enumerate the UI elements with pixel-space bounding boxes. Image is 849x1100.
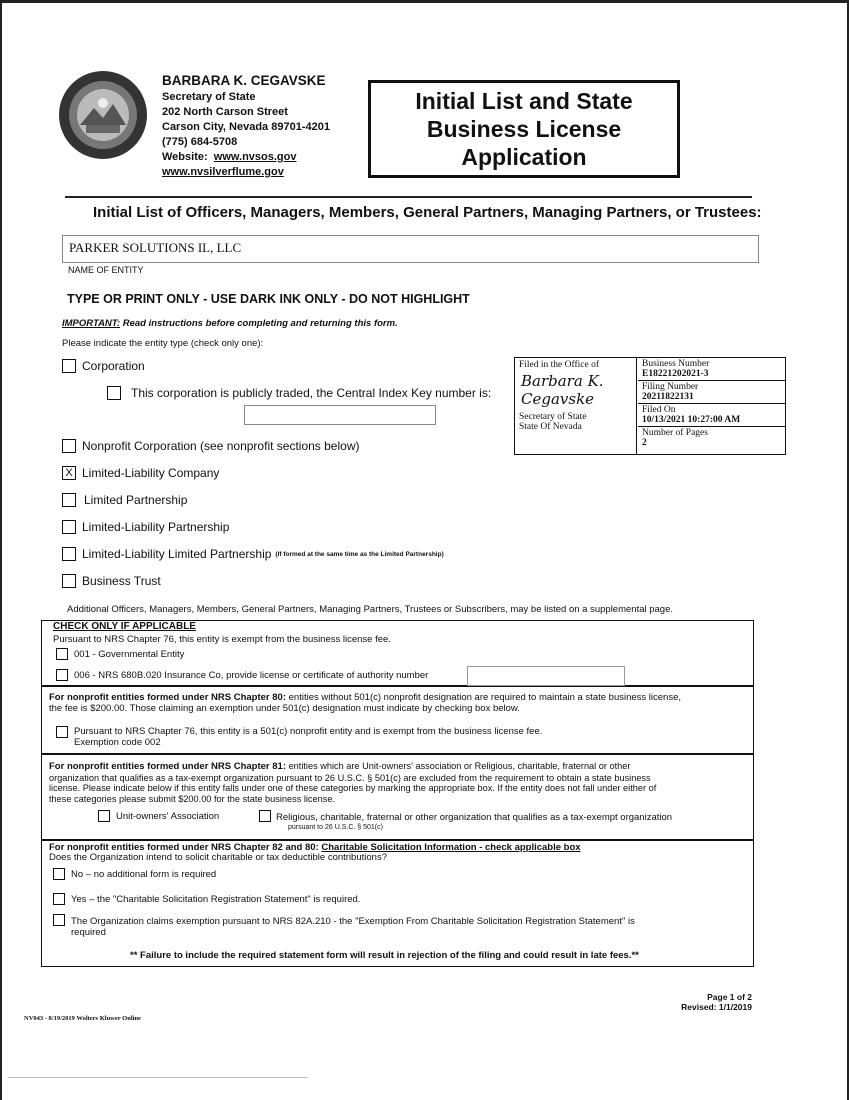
filing-stamp-right <box>638 358 785 454</box>
corporation-checkbox[interactable] <box>62 359 76 373</box>
insurance-license-input[interactable] <box>467 666 625 686</box>
lp-label: Limited Partnership <box>84 493 188 507</box>
check-if-applicable-title: CHECK ONLY IF APPLICABLE <box>53 621 196 632</box>
page-number: Page 1 of 2 <box>707 992 752 1002</box>
nrs81-heading: For nonprofit entities formed under NRS Chapter 81: <box>49 761 286 772</box>
filed-on-cell <box>638 404 785 427</box>
nrs80-exempt-line-1: Pursuant to NRS Chapter 76, this entity is a 501(c) nonprofit entity and is exempt from the business license fee. <box>74 726 543 737</box>
secretary-title: Secretary of State <box>162 91 256 103</box>
bottom-line <box>8 1077 308 1078</box>
filing-stamp-left <box>515 358 637 454</box>
entity-name-label: NAME OF ENTITY <box>68 265 144 275</box>
page-border-left <box>0 0 2 1100</box>
option-unit-owners[interactable] <box>98 810 219 822</box>
secretary-name: BARBARA K. CEGAVSKE <box>162 73 326 88</box>
yes-solicit-label: Yes – the "Charitable Solicitation Registration Statement" is required. <box>71 893 361 905</box>
option-llc[interactable] <box>62 466 219 480</box>
religious-checkbox[interactable] <box>259 810 271 822</box>
option-006-insurance[interactable] <box>56 669 428 681</box>
unit-owners-label: Unit-owners' Association <box>116 810 220 822</box>
exemption-claim-line-1: The Organization claims exemption pursuant to NRS 82A.210 - the "Exemption From Charitable Solicitation Registration Statement" is <box>71 916 635 927</box>
cik-number-input[interactable] <box>244 405 436 425</box>
filed-on-label: Filed On <box>642 405 676 415</box>
stamp-state: State Of Nevada <box>519 422 582 432</box>
filing-number-cell <box>638 381 785 404</box>
pages-cell <box>638 427 785 453</box>
insurance-label: 006 - NRS 680B.020 Insurance Co, provide license or certificate of authority number <box>74 669 429 681</box>
pages-value: 2 <box>642 438 647 448</box>
exemption-claim-line-2: required <box>71 926 106 938</box>
nrs81-text-1: entities which are Unit-owners' association or Religious, charitable, fraternal or other <box>288 761 631 771</box>
filed-on-value: 10/13/2021 10:27:00 AM <box>642 415 741 425</box>
nrs80-exempt-checkbox[interactable] <box>56 726 68 738</box>
additional-officers-note: Additional Officers, Managers, Members, General Partners, Managing Partners, Trustees or Subscribers, may be listed on a supplemental page. <box>67 604 674 615</box>
nonprofit-checkbox[interactable] <box>62 439 76 453</box>
business-number-label: Business Number <box>642 359 710 369</box>
option-llp[interactable] <box>62 520 229 534</box>
llp-checkbox[interactable] <box>62 520 76 534</box>
option-yes-solicit[interactable] <box>53 893 360 905</box>
insurance-checkbox[interactable] <box>56 669 68 681</box>
revised-date: Revised: 1/1/2019 <box>681 1002 752 1012</box>
nrs82-heading: For nonprofit entities formed under NRS Chapter 82 and 80: <box>49 842 319 853</box>
option-corporation[interactable] <box>62 359 145 373</box>
nrs82-question: Does the Organization intend to solicit charitable or tax deductible contributions? <box>49 852 387 863</box>
address-line-1: 202 North Carson Street <box>162 106 288 118</box>
website-label: Website: <box>162 151 208 163</box>
option-no-solicit[interactable] <box>53 868 216 880</box>
llp-label: Limited-Liability Partnership <box>82 520 230 534</box>
entity-name-field[interactable]: PARKER SOLUTIONS IL, LLC <box>62 235 759 263</box>
website-link-silverflume[interactable]: www.nvsilverflume.gov <box>162 166 284 178</box>
page-border-top <box>0 0 849 3</box>
governmental-checkbox[interactable] <box>56 648 68 660</box>
nrs81-text-4: these categories please submit $200.00 for the state business license. <box>49 793 336 804</box>
business-number-cell <box>638 358 785 381</box>
filing-number-value: 20211822131 <box>642 392 694 402</box>
business-trust-label: Business Trust <box>82 574 161 588</box>
nrs80-text-1: entities without 501(c) nonprofit designation are required to maintain a state business license, <box>288 692 682 703</box>
failure-warning: ** Failure to include the required statement form will result in rejection of the filing and could result in late fees.** <box>130 950 639 961</box>
corporation-label: Corporation <box>82 359 145 373</box>
business-trust-checkbox[interactable] <box>62 574 76 588</box>
nrs80-exempt-line-2: Exemption code 002 <box>74 736 161 748</box>
no-solicit-label: No – no additional form is required <box>71 868 217 880</box>
nrs81-text-3: license. Please indicate below if this entity falls under one of these categories by marking the appropriate box. If the entity does not fall under either of <box>49 783 657 793</box>
option-nonprofit[interactable] <box>62 439 359 453</box>
lllp-checkbox[interactable] <box>62 547 76 561</box>
main-heading: Initial List of Officers, Managers, Members, General Partners, Managing Partners, or Trustees: <box>93 204 762 221</box>
religious-label: Religious, charitable, fraternal or other organization that qualifies as a tax-exempt organization <box>276 812 673 823</box>
header-divider <box>65 196 752 198</box>
website-link-nvsos[interactable]: www.nvsos.gov <box>213 151 297 163</box>
important-note <box>62 318 398 329</box>
nrs81-text <box>49 761 751 804</box>
page-footer-right <box>660 992 752 1012</box>
pages-label: Number of Pages <box>642 428 708 438</box>
form-title-line-1: Initial List and State <box>415 88 633 114</box>
exemption-claim-checkbox[interactable] <box>53 914 65 926</box>
phone: (775) 684-5708 <box>162 136 238 148</box>
form-title-line-2: Business License <box>426 116 622 142</box>
nrs80-text <box>49 693 749 714</box>
check-intro: Pursuant to NRS Chapter 76, this entity is exempt from the business license fee. <box>53 634 391 645</box>
nrs80-text-2: the fee is $200.00. Those claiming an exemption under 501(c) designation must indicate by checking box below. <box>49 702 520 714</box>
lllp-label: Limited-Liability Limited Partnership <box>82 547 272 561</box>
important-text: Read instructions before completing and returning this form. <box>122 318 398 329</box>
option-001-governmental[interactable] <box>56 648 184 660</box>
nevada-seal-icon <box>58 70 148 160</box>
option-publicly-traded[interactable] <box>107 386 491 400</box>
lllp-note: (If formed at the same time as the Limited Partnership) <box>275 550 444 558</box>
religious-sub-label: pursuant to 26 U.S.C. § 501(c) <box>288 823 383 831</box>
unit-owners-checkbox[interactable] <box>98 810 110 822</box>
option-lp[interactable] <box>62 493 187 507</box>
governmental-label: 001 - Governmental Entity <box>74 648 185 660</box>
address-line-2: Carson City, Nevada 89701-4201 <box>162 121 330 133</box>
entity-type-instruction: Please indicate the entity type (check only one): <box>62 338 264 349</box>
secretary-header <box>162 73 330 180</box>
form-code-footer: NV043 - 8/19/2019 Wolters Kluwer Online <box>24 1015 141 1022</box>
nrs80-heading: For nonprofit entities formed under NRS Chapter 80: <box>49 692 286 703</box>
important-label: IMPORTANT: <box>62 318 121 329</box>
option-lllp[interactable] <box>62 547 444 561</box>
secretary-signature: Barbara K. Cegavske <box>521 372 604 408</box>
type-print-heading: TYPE OR PRINT ONLY - USE DARK INK ONLY - DO NOT HIGHLIGHT <box>67 292 470 306</box>
filed-in-office: Filed in the Office of <box>519 360 600 370</box>
stamp-secretary: Secretary of State <box>519 412 587 422</box>
llc-label: Limited-Liability Company <box>82 466 220 480</box>
filing-number-label: Filing Number <box>642 382 699 392</box>
business-number-value: E18221202021-3 <box>642 369 709 379</box>
yes-solicit-checkbox[interactable] <box>53 893 65 905</box>
nonprofit-label: Nonprofit Corporation (see nonprofit sections below) <box>82 439 360 453</box>
llc-checkbox-checked[interactable]: X <box>62 466 76 480</box>
publicly-traded-label: This corporation is publicly traded, the Central Index Key number is: <box>131 386 492 400</box>
filing-stamp <box>514 357 786 455</box>
nrs81-text-2: organization that qualifies as a tax-exempt organization pursuant to 26 U.S.C. § 501(c) are excluded from the requirement to obtain a state business <box>49 772 651 783</box>
form-title-box <box>368 80 680 178</box>
publicly-traded-checkbox[interactable] <box>107 386 121 400</box>
no-solicit-checkbox[interactable] <box>53 868 65 880</box>
charitable-solicitation-link[interactable]: Charitable Solicitation Information - check applicable box <box>321 842 581 853</box>
lp-checkbox[interactable] <box>62 493 76 507</box>
form-title-line-3: Application <box>461 144 587 170</box>
option-business-trust[interactable] <box>62 574 161 588</box>
